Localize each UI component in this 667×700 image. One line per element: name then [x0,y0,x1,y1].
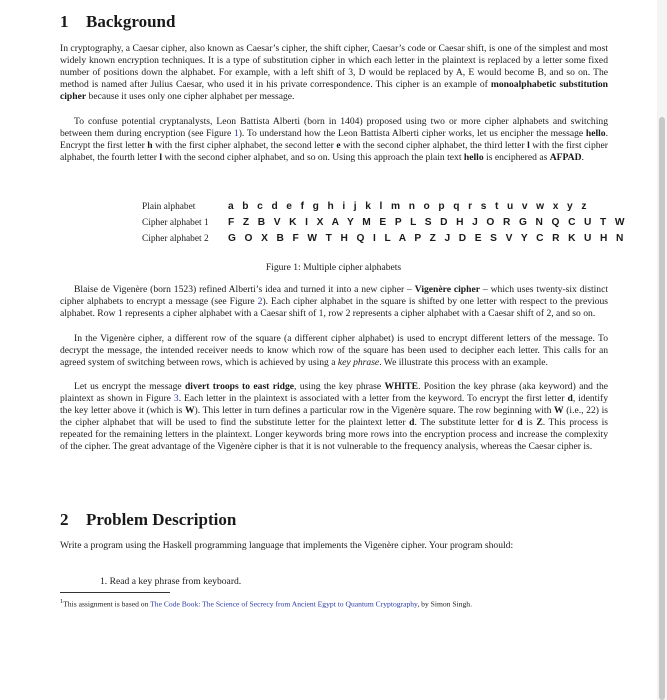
footnote: $^1$This assignment is based on The Code Book: The Science of Secrecy from Ancient Egypt to Quantum Cryptography, by Simon Singh. [60,598,473,609]
section-heading-background [60,12,175,32]
figure-ref-2[interactable]: 2 [257,296,263,308]
cipher-alphabet-table [142,199,627,247]
term-key-phrase: key phrase [337,357,380,369]
alphabet-label: Cipher alphabet 2 [142,234,209,244]
list-marker: 1. [100,576,108,587]
term-vigenere-cipher: Vigenère cipher [414,284,480,295]
alphabet-label: Cipher alphabet 1 [142,218,209,228]
figure-ref-3[interactable]: 3 [173,393,179,405]
section-heading-problem [60,510,236,530]
alphabet-row-cipher-2 [142,231,627,247]
paragraph-caesar: In cryptography, a Caesar cipher, also known as Caesar’s cipher, the shift cipher, Caesar’s code or Caesar shift, is one of the simplest and most widely known encryption techniques. It is a type of substitution cipher in which each letter in the plaintext is replaced by a letter some fixed number of positions down the alphabet. For example, with a left shift of 3, D would be replaced by A, E would become B, and so on. The method is named after Julius Caesar, who used it in his private correspondence. This cipher is an example of monoalphabetic substitution cipher because it uses only one cipher alphabet per message. [60,43,608,103]
paragraph-vigenere-intro: Blaise de Vigenère (born 1523) refined Alberti’s idea and turned it into a new cipher – Vigenère cipher – which uses twenty-six distinct cipher alphabets to encrypt a message (see Figure 2). Each cipher alphabet in the square is shifted by one letter with respect to the previous alphabet. Row 1 represents a cipher alphabet with a Caesar shift of 1, row 2 represents a cipher alphabet with a Caesar shift of 2, and so on. [60,284,608,320]
alphabet-letters: a b c d e f g h i j k l m n o p q r s t u v w x y z [228,201,590,212]
term-monoalphabetic: monoalphabetic substitution cipher [60,79,608,103]
scrollbar-track[interactable] [657,0,667,700]
paragraph-example: Let us encrypt the message divert troops to east ridge, using the key phrase WHITE. Position the key phrase (aka keyword) and the plaintext as shown in Figure 3. Each letter in the plaintext is associated with a letter from the keyword. To encrypt the first letter d, identify the key letter above it (which is W). This letter in turn defines a particular row in the Vigenère square. The row beginning with W (i.e., 22) is the cipher alphabet that will be used to find the substitute letter for the plaintext letter d. The substitute letter for d is Z. This process is repeated for the remaining letters in the plaintext. Longer keywords bring more rows into the encryption process and increase the complexity of the cipher. The great advantage of the Vigenère cipher is that it is not vulnerable to the frequency analysis, whereas the Caesar cipher is. [60,381,609,453]
paragraph-problem: Write a program using the Haskell programming language that implements the Vigenère cipher. Your program should: [60,540,514,551]
section-number: 1 [60,12,69,31]
scrollbar-thumb[interactable] [659,117,665,700]
footnote-marker: 1 [60,598,64,605]
section-title: Background [86,12,176,31]
paragraph-alberti: To confuse potential cryptanalysts, Leon Battista Alberti (born in 1404) proposed using two or more cipher alphabets and switching between them during encryption (see Figure 1). To understand how the Leon Battista Alberti cipher works, let us encipher the message hello. Encrypt the first letter h with the first cipher alphabet, the second letter e with the second cipher alphabet, the third letter l with the first cipher alphabet, the fourth letter l with the second cipher alphabet, and so on. Using this approach the plain text hello is enciphered as AFPAD. [60,116,609,164]
alphabet-label: Plain alphabet [142,202,196,212]
alphabet-row-plain [142,199,627,215]
alphabet-letters: F Z B V K I X A Y M E P L S D H J O R G N Q C U T W [228,217,628,228]
figure-caption: Figure 1: Multiple cipher alphabets [265,262,402,273]
list-item [100,576,241,587]
paragraph-vigenere-rows: In the Vigenère cipher, a different row of the square (a different cipher alphabet) is used to encrypt different letters of the message. To decrypt the message, the intended receiver needs to know which row of the square has been used to decipher each letter. This calls for an agreed system of switching between rows, which is achieved by using a key phrase. We illustrate this process with an example. [60,333,608,369]
section-number: 2 [60,510,69,529]
book-title-link[interactable]: The Code Book: The Science of Secrecy from Ancient Egypt to Quantum Cryptography [150,599,418,609]
section-title: Problem Description [86,510,237,529]
alphabet-letters: G O X B F W T H Q I L A P Z J D E S V Y C R K U H N [228,233,627,244]
alphabet-row-cipher-1 [142,215,627,231]
figure-ref-1[interactable]: 1 [233,128,239,140]
footnote-rule [60,592,170,593]
list-text: Read a key phrase from keyboard. [109,576,242,587]
